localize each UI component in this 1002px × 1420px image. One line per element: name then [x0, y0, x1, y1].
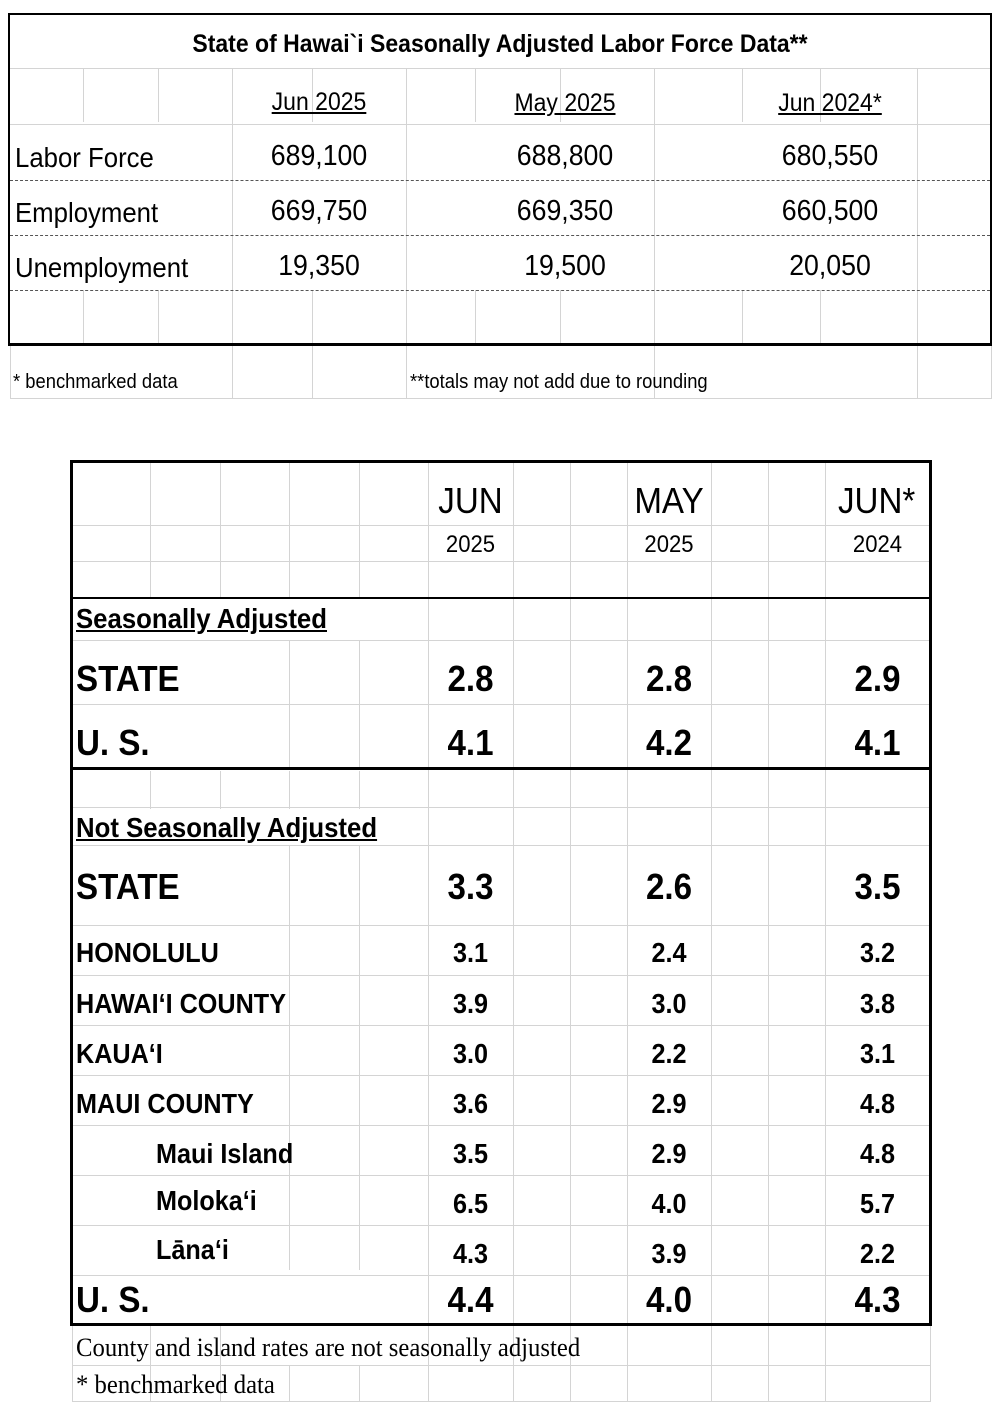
- kauai-jun-2024: 3.1: [859, 1038, 896, 1069]
- unemployment-rate-table: [0, 455, 1002, 1420]
- hawaii-county-may-2025: 3.0: [651, 988, 687, 1019]
- county-label-kauai: KAUA‘I: [76, 1038, 163, 1069]
- labor-force-jun-2024: 680,550: [781, 140, 879, 172]
- honolulu-jun-2025: 3.1: [452, 937, 489, 968]
- hawaii-county-jun-2025: 3.9: [452, 988, 489, 1019]
- molokai-may-2025: 4.0: [651, 1188, 687, 1219]
- nsa-state-may-2025: 2.6: [645, 866, 693, 907]
- lanai-jun-2024: 2.2: [859, 1238, 896, 1269]
- row-label-labor-force: Labor Force: [15, 142, 154, 173]
- row-label-employment: Employment: [15, 197, 159, 228]
- table2-col-jun-2025-year: 2025: [445, 531, 496, 558]
- table1-col-jun-2024: Jun 2024*: [778, 89, 882, 117]
- lanai-may-2025: 3.9: [651, 1238, 687, 1269]
- honolulu-may-2025: 2.4: [651, 937, 687, 968]
- table1-col-may-2025: May 2025: [514, 89, 616, 117]
- kauai-may-2025: 2.2: [651, 1038, 687, 1069]
- kauai-jun-2025: 3.0: [452, 1038, 489, 1069]
- nsa-us-may-2025: 4.0: [645, 1279, 693, 1320]
- island-label-lanai: Lāna‘i: [156, 1234, 229, 1265]
- nsa-us-jun-2025: 4.4: [447, 1279, 494, 1320]
- maui-county-jun-2024: 4.8: [859, 1088, 896, 1119]
- nsa-us-label: U. S.: [76, 1279, 150, 1320]
- sa-us-jun-2025: 4.1: [447, 722, 494, 763]
- table1-footnote-benchmarked: * benchmarked data: [13, 371, 178, 393]
- nsa-state-label: STATE: [76, 866, 180, 907]
- sa-state-may-2025: 2.8: [645, 658, 693, 699]
- unemployment-may-2025: 19,500: [524, 250, 606, 282]
- sa-state-jun-2024: 2.9: [854, 658, 901, 699]
- sa-us-jun-2024: 4.1: [854, 722, 901, 763]
- sa-state-jun-2025: 2.8: [447, 658, 494, 699]
- employment-jun-2025: 669,750: [270, 195, 368, 227]
- maui-island-jun-2024: 4.8: [859, 1138, 896, 1169]
- employment-may-2025: 669,350: [516, 195, 614, 227]
- maui-island-jun-2025: 3.5: [452, 1138, 489, 1169]
- unemployment-jun-2025: 19,350: [278, 250, 360, 282]
- nsa-state-jun-2024: 3.5: [854, 866, 901, 907]
- table1-footnote-rounding: **totals may not add due to rounding: [410, 371, 708, 393]
- labor-force-table: [0, 0, 1002, 410]
- molokai-jun-2024: 5.7: [859, 1188, 896, 1219]
- table2-col-jun-2024-month: JUN*: [838, 480, 916, 521]
- seasonally-adjusted-heading: Seasonally Adjusted: [76, 603, 328, 634]
- maui-island-may-2025: 2.9: [651, 1138, 687, 1169]
- maui-county-may-2025: 2.9: [651, 1088, 687, 1119]
- island-label-maui: Maui Island: [156, 1138, 294, 1169]
- table2-col-may-2025-month: MAY: [634, 480, 704, 521]
- county-label-honolulu: HONOLULU: [76, 937, 219, 968]
- lanai-jun-2025: 4.3: [452, 1238, 489, 1269]
- table2-col-may-2025-year: 2025: [644, 531, 694, 558]
- maui-county-jun-2025: 3.6: [452, 1088, 489, 1119]
- row-label-unemployment: Unemployment: [15, 252, 189, 283]
- county-label-maui: MAUI COUNTY: [76, 1088, 254, 1119]
- hawaii-county-jun-2024: 3.8: [859, 988, 896, 1019]
- table2-col-jun-2024-year: 2024: [852, 531, 903, 558]
- not-seasonally-adjusted-heading: Not Seasonally Adjusted: [76, 812, 378, 843]
- table1-col-jun-2025: Jun 2025: [271, 88, 367, 116]
- nsa-state-jun-2025: 3.3: [447, 866, 494, 907]
- unemployment-jun-2024: 20,050: [789, 250, 871, 282]
- nsa-us-jun-2024: 4.3: [854, 1279, 901, 1320]
- county-label-hawaii: HAWAI‘I COUNTY: [76, 988, 287, 1019]
- sa-state-label: STATE: [76, 658, 180, 699]
- table1-title: State of Hawai`i Seasonally Adjusted Labor Force Data**: [192, 30, 808, 58]
- labor-force-jun-2025: 689,100: [270, 140, 368, 172]
- island-label-molokai: Moloka‘i: [156, 1185, 257, 1216]
- table2-note-benchmarked: * benchmarked data: [76, 1370, 275, 1399]
- sa-us-label: U. S.: [76, 722, 150, 763]
- molokai-jun-2025: 6.5: [452, 1188, 489, 1219]
- table2-note-not-seasonally-adjusted: County and island rates are not seasonally adjusted: [76, 1333, 581, 1362]
- honolulu-jun-2024: 3.2: [859, 937, 896, 968]
- labor-force-may-2025: 688,800: [516, 140, 614, 172]
- employment-jun-2024: 660,500: [781, 195, 879, 227]
- sa-us-may-2025: 4.2: [645, 722, 693, 763]
- table2-col-jun-2025-month: JUN: [438, 480, 503, 521]
